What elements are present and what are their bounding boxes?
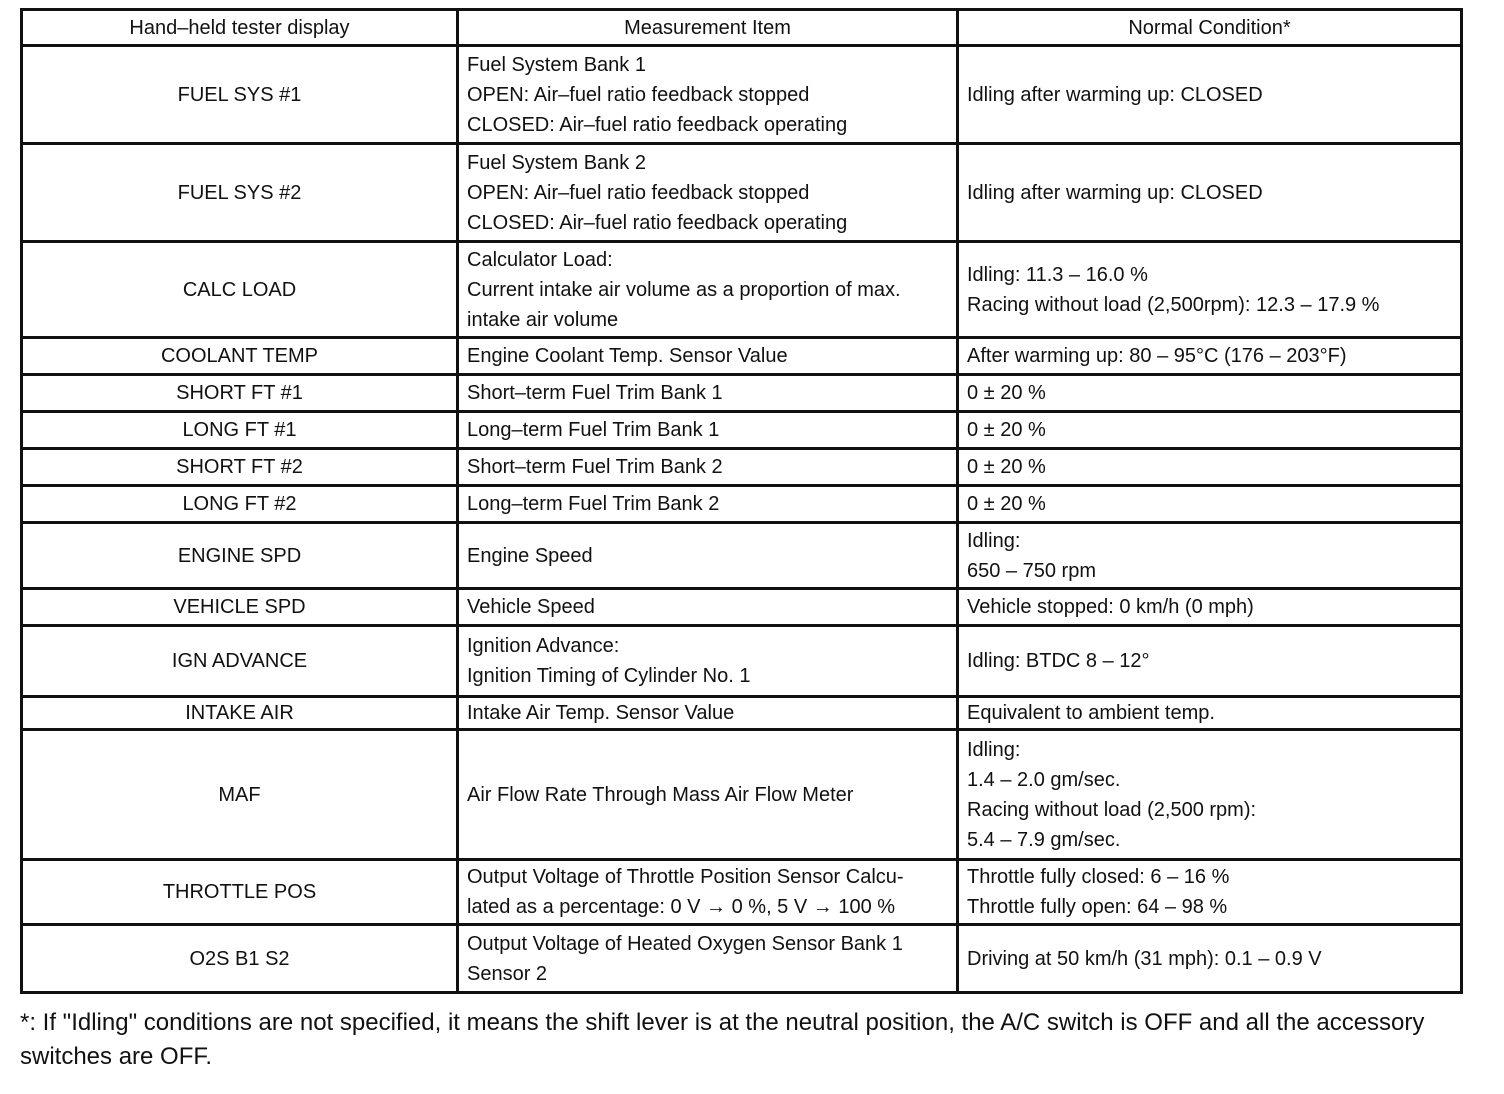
measurement-item-line: OPEN: Air–fuel ratio feedback stopped	[467, 181, 810, 204]
normal-condition-line: 0 ± 20 %	[967, 419, 1046, 441]
measurement-item-cell	[458, 860, 958, 925]
header-row	[22, 10, 1462, 46]
table-row	[22, 449, 1462, 486]
normal-condition-cell	[958, 589, 1462, 626]
table-row	[22, 338, 1462, 375]
normal-condition-line: Idling after warming up: CLOSED	[967, 83, 1263, 106]
measurement-item-line: Long–term Fuel Trim Bank 2	[467, 493, 720, 515]
normal-condition-line: Idling: 11.3 – 16.0 %	[967, 263, 1148, 286]
measurement-item-cell	[458, 338, 958, 375]
measurement-item-line: Sensor 2	[467, 962, 548, 985]
measurement-item-line: Intake Air Temp. Sensor Value	[467, 702, 735, 724]
normal-condition-cell	[958, 626, 1462, 697]
tester-display-cell: THROTTLE POS	[22, 860, 458, 925]
normal-condition-line: Idling: BTDC 8 – 12°	[967, 650, 1150, 672]
normal-condition-line: 650 – 750 rpm	[967, 559, 1096, 582]
measurement-item-cell	[458, 412, 958, 449]
measurement-item-cell	[458, 375, 958, 412]
tester-display-cell: SHORT FT #2	[22, 449, 458, 486]
header-measurement-item: Measurement Item	[458, 10, 958, 46]
measurement-item-line: Calculator Load:	[467, 248, 613, 271]
normal-condition-line: Throttle fully closed: 6 – 16 %	[967, 866, 1230, 888]
tester-display-cell: ENGINE SPD	[22, 523, 458, 589]
table-row	[22, 730, 1462, 860]
measurement-item-line: Air Flow Rate Through Mass Air Flow Meter	[467, 783, 854, 806]
normal-condition-line: 1.4 – 2.0 gm/sec.	[967, 768, 1121, 791]
measurement-item-cell	[458, 46, 958, 144]
measurement-item-cell	[458, 486, 958, 523]
normal-condition-cell	[958, 730, 1462, 860]
table-row	[22, 242, 1462, 338]
measurement-item-cell	[458, 697, 958, 730]
table-row	[22, 925, 1462, 993]
measurement-item-line: Short–term Fuel Trim Bank 1	[467, 382, 723, 404]
measurement-item-line: Engine Coolant Temp. Sensor Value	[467, 345, 788, 367]
tester-display-cell: INTAKE AIR	[22, 697, 458, 730]
table-row	[22, 697, 1462, 730]
normal-condition-cell	[958, 449, 1462, 486]
measurement-item-cell	[458, 449, 958, 486]
measurement-item-line: Engine Speed	[467, 544, 593, 567]
measurement-item-line: Current intake air volume as a proportion of max.	[467, 278, 901, 301]
normal-condition-line: 0 ± 20 %	[967, 456, 1046, 478]
measurement-item-line: Fuel System Bank 2	[467, 151, 646, 174]
normal-condition-cell	[958, 338, 1462, 375]
header-normal-condition: Normal Condition*	[958, 10, 1462, 46]
normal-condition-line: Idling:	[967, 529, 1021, 552]
table-row	[22, 589, 1462, 626]
measurement-item-line: Vehicle Speed	[467, 596, 595, 618]
measurement-item-cell	[458, 242, 958, 338]
footnote: *: If "Idling" conditions are not specified, it means the shift lever is at the neutral position, the A/C switch is OFF and all the accessory switches are OFF.	[20, 1009, 1425, 1070]
normal-condition-line: Driving at 50 km/h (31 mph): 0.1 – 0.9 V	[967, 947, 1322, 970]
measurement-item-line: CLOSED: Air–fuel ratio feedback operating	[467, 211, 848, 234]
measurement-item-line: CLOSED: Air–fuel ratio feedback operating	[467, 113, 848, 136]
table-row	[22, 412, 1462, 449]
measurement-item-line: Ignition Advance:	[467, 635, 620, 657]
normal-condition-line: Racing without load (2,500 rpm):	[967, 798, 1257, 821]
measurement-item-cell	[458, 925, 958, 993]
normal-condition-cell	[958, 412, 1462, 449]
measurement-item-line: Ignition Timing of Cylinder No. 1	[467, 665, 751, 687]
table-row	[22, 523, 1462, 589]
tester-display-cell: FUEL SYS #2	[22, 144, 458, 242]
tester-display-cell: FUEL SYS #1	[22, 46, 458, 144]
table-row	[22, 486, 1462, 523]
header-display: Hand–held tester display	[22, 10, 458, 46]
normal-condition-cell	[958, 860, 1462, 925]
normal-condition-line: 0 ± 20 %	[967, 382, 1046, 404]
measurement-item-line: intake air volume	[467, 308, 619, 331]
normal-condition-line: Throttle fully open: 64 – 98 %	[967, 896, 1228, 918]
tester-display-cell: SHORT FT #1	[22, 375, 458, 412]
normal-condition-cell	[958, 486, 1462, 523]
table-row	[22, 375, 1462, 412]
normal-condition-line: Idling after warming up: CLOSED	[967, 181, 1263, 204]
spec-table	[20, 8, 1463, 994]
tester-display-cell: O2S B1 S2	[22, 925, 458, 993]
normal-condition-line: Idling:	[967, 738, 1021, 761]
normal-condition-line: 5.4 – 7.9 gm/sec.	[967, 828, 1121, 851]
normal-condition-line: Racing without load (2,500rpm): 12.3 – 17.9 %	[967, 293, 1380, 316]
tester-display-cell: MAF	[22, 730, 458, 860]
normal-condition-line: 0 ± 20 %	[967, 493, 1046, 515]
measurement-item-cell	[458, 144, 958, 242]
measurement-item-cell	[458, 589, 958, 626]
table-row	[22, 626, 1462, 697]
measurement-item-line: Output Voltage of Throttle Position Sensor Calcu-	[467, 866, 904, 888]
table-row	[22, 144, 1462, 242]
measurement-item-line: lated as a percentage: 0 V → 0 %, 5 V → 100 %	[467, 896, 896, 918]
normal-condition-line: After warming up: 80 – 95°C (176 – 203°F)	[967, 345, 1347, 367]
normal-condition-cell	[958, 46, 1462, 144]
normal-condition-cell	[958, 375, 1462, 412]
measurement-item-line: Short–term Fuel Trim Bank 2	[467, 456, 723, 478]
normal-condition-line: Equivalent to ambient temp.	[967, 702, 1215, 724]
measurement-item-line: OPEN: Air–fuel ratio feedback stopped	[467, 83, 810, 106]
normal-condition-cell	[958, 242, 1462, 338]
normal-condition-cell	[958, 697, 1462, 730]
measurement-item-line: Output Voltage of Heated Oxygen Sensor Bank 1	[467, 932, 903, 955]
measurement-item-cell	[458, 626, 958, 697]
tester-display-cell: VEHICLE SPD	[22, 589, 458, 626]
tester-display-cell: CALC LOAD	[22, 242, 458, 338]
measurement-item-cell	[458, 730, 958, 860]
tester-display-cell: IGN ADVANCE	[22, 626, 458, 697]
normal-condition-cell	[958, 925, 1462, 993]
normal-condition-line: Vehicle stopped: 0 km/h (0 mph)	[967, 596, 1254, 618]
tester-display-cell: COOLANT TEMP	[22, 338, 458, 375]
tester-display-cell: LONG FT #2	[22, 486, 458, 523]
normal-condition-cell	[958, 523, 1462, 589]
normal-condition-cell	[958, 144, 1462, 242]
table-row	[22, 860, 1462, 925]
measurement-item-line: Fuel System Bank 1	[467, 53, 646, 76]
tester-display-cell: LONG FT #1	[22, 412, 458, 449]
measurement-item-cell	[458, 523, 958, 589]
measurement-item-line: Long–term Fuel Trim Bank 1	[467, 419, 720, 441]
table-row	[22, 46, 1462, 144]
